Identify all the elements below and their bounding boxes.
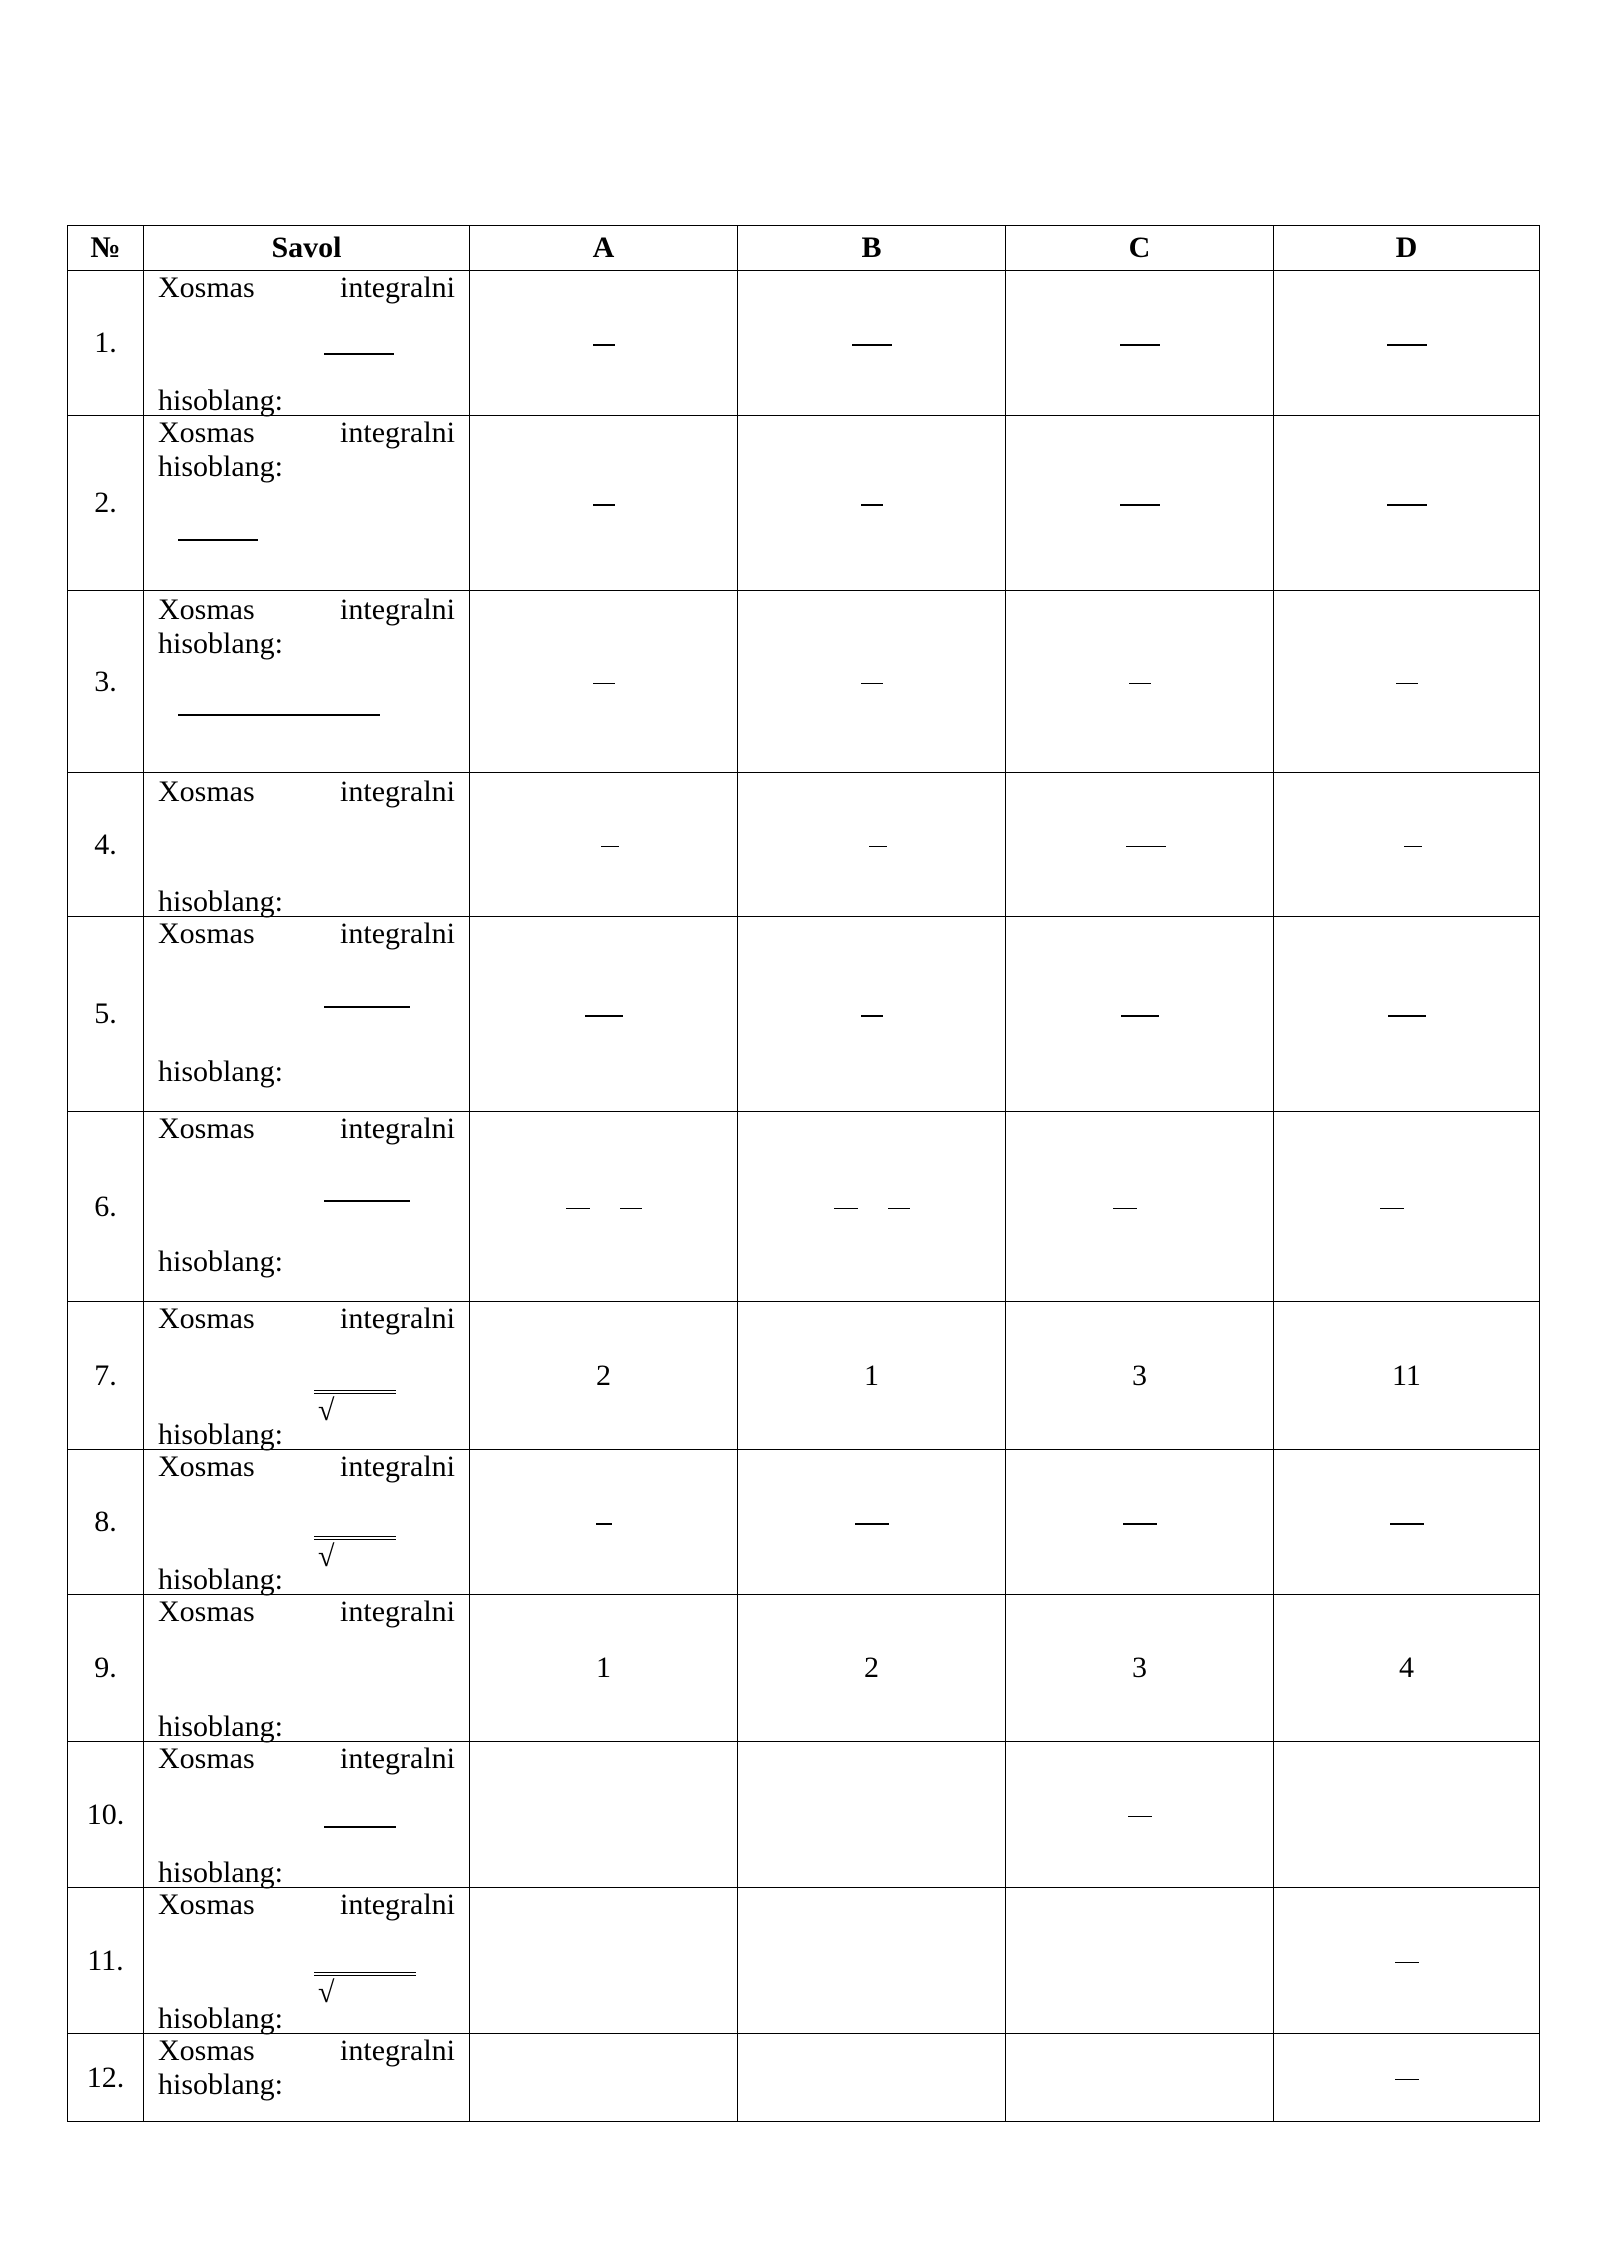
option-a (470, 416, 738, 591)
question-text: Xosmas (158, 1742, 255, 1775)
question-cell (144, 1450, 470, 1595)
option-b (738, 416, 1006, 591)
option-c (1006, 416, 1274, 591)
question-cell (144, 271, 470, 416)
question-text: integralni (340, 271, 455, 304)
question-cell (144, 591, 470, 773)
option-b (738, 773, 1006, 917)
row-number: 7. (68, 1302, 144, 1450)
option-a (470, 1888, 738, 2034)
option-c (1006, 271, 1274, 416)
option-b (738, 271, 1006, 416)
table-row (68, 1450, 1540, 1595)
question-cell (144, 1302, 470, 1450)
sqrt-icon: √ (318, 1540, 335, 1573)
option-d (1274, 917, 1540, 1112)
question-text: hisoblang: (158, 1245, 283, 1278)
option-c (1006, 1112, 1274, 1302)
row-number: 9. (68, 1595, 144, 1742)
option-a: 2 (470, 1302, 738, 1450)
option-d: 4 (1274, 1595, 1540, 1742)
option-d (1274, 416, 1540, 591)
question-text: Xosmas (158, 917, 255, 950)
option-b (738, 1450, 1006, 1595)
option-b (738, 917, 1006, 1112)
fraction-bar (324, 1826, 396, 1828)
question-text: integralni (340, 917, 455, 950)
option-a (470, 1742, 738, 1888)
row-number: 11. (68, 1888, 144, 2034)
option-c (1006, 1450, 1274, 1595)
option-a (470, 773, 738, 917)
question-text: hisoblang: (158, 627, 283, 660)
option-c: 3 (1006, 1302, 1274, 1450)
option-d (1274, 1450, 1540, 1595)
question-text: Xosmas (158, 775, 255, 808)
sqrt-icon: √ (318, 1394, 335, 1427)
option-c (1006, 2034, 1274, 2122)
question-text: Xosmas (158, 1595, 255, 1628)
option-d (1274, 1888, 1540, 2034)
option-b: 2 (738, 1595, 1006, 1742)
option-d (1274, 1742, 1540, 1888)
option-d: 11 (1274, 1302, 1540, 1450)
table-row (68, 773, 1540, 917)
option-d (1274, 591, 1540, 773)
question-cell (144, 2034, 470, 2122)
row-number: 3. (68, 591, 144, 773)
question-text: integralni (340, 1112, 455, 1145)
option-b (738, 2034, 1006, 2122)
table-row (68, 416, 1540, 591)
option-c (1006, 1888, 1274, 2034)
option-b (738, 591, 1006, 773)
fraction-bar (324, 1200, 410, 1202)
question-text: Xosmas (158, 593, 255, 626)
header-question: Savol (144, 226, 470, 271)
row-number: 5. (68, 917, 144, 1112)
question-cell (144, 1112, 470, 1302)
table-row (68, 1888, 1540, 2034)
question-text: Xosmas (158, 1112, 255, 1145)
question-text: Xosmas (158, 416, 255, 449)
table-row (68, 271, 1540, 416)
sqrt-icon: √ (318, 1976, 335, 2009)
table-row (68, 591, 1540, 773)
option-a: 1 (470, 1595, 738, 1742)
option-b (738, 1742, 1006, 1888)
question-text: Xosmas (158, 1302, 255, 1335)
question-text: integralni (340, 416, 455, 449)
fraction-bar (178, 539, 258, 541)
question-text: hisoblang: (158, 1563, 283, 1596)
header-option-d: D (1274, 226, 1540, 271)
option-c (1006, 773, 1274, 917)
table-row (68, 917, 1540, 1112)
question-text: integralni (340, 1595, 455, 1628)
option-b (738, 1888, 1006, 2034)
question-text: hisoblang: (158, 450, 283, 483)
option-d (1274, 773, 1540, 917)
option-a (470, 271, 738, 416)
question-text: hisoblang: (158, 1856, 283, 1889)
question-text: integralni (340, 2034, 455, 2067)
question-cell (144, 1742, 470, 1888)
table-row (68, 1302, 1540, 1450)
table-row (68, 1742, 1540, 1888)
question-text: Xosmas (158, 1450, 255, 1483)
option-a (470, 1450, 738, 1595)
option-d (1274, 1112, 1540, 1302)
header-option-b: B (738, 226, 1006, 271)
option-d (1274, 2034, 1540, 2122)
question-text: integralni (340, 1888, 455, 1921)
row-number: 8. (68, 1450, 144, 1595)
header-row (68, 226, 1540, 271)
question-cell (144, 773, 470, 917)
fraction-bar (178, 714, 380, 716)
question-text: hisoblang: (158, 1055, 283, 1088)
row-number: 4. (68, 773, 144, 917)
question-text: Xosmas (158, 1888, 255, 1921)
fraction-bar (324, 353, 394, 355)
option-a (470, 1112, 738, 1302)
question-cell (144, 1888, 470, 2034)
option-c (1006, 1742, 1274, 1888)
question-text: hisoblang: (158, 384, 283, 417)
option-b (738, 1112, 1006, 1302)
question-text: integralni (340, 593, 455, 626)
header-number: № (68, 226, 144, 271)
question-cell (144, 1595, 470, 1742)
row-number: 12. (68, 2034, 144, 2122)
row-number: 1. (68, 271, 144, 416)
question-text: Xosmas (158, 2034, 255, 2067)
option-c (1006, 591, 1274, 773)
question-cell (144, 416, 470, 591)
option-c (1006, 917, 1274, 1112)
question-text: integralni (340, 1450, 455, 1483)
question-text: integralni (340, 1742, 455, 1775)
question-text: hisoblang: (158, 2002, 283, 2035)
fraction-bar (324, 1006, 410, 1008)
question-text: hisoblang: (158, 885, 283, 918)
option-d (1274, 271, 1540, 416)
question-text: hisoblang: (158, 1710, 283, 1743)
question-text: hisoblang: (158, 1418, 283, 1451)
question-text: integralni (340, 775, 455, 808)
table-row (68, 1112, 1540, 1302)
header-option-c: C (1006, 226, 1274, 271)
table-row (68, 2034, 1540, 2122)
question-cell (144, 917, 470, 1112)
header-option-a: A (470, 226, 738, 271)
row-number: 10. (68, 1742, 144, 1888)
row-number: 6. (68, 1112, 144, 1302)
option-c: 3 (1006, 1595, 1274, 1742)
test-table (67, 225, 1540, 2122)
question-text: hisoblang: (158, 2068, 283, 2101)
option-a (470, 2034, 738, 2122)
question-text: integralni (340, 1302, 455, 1335)
question-text: Xosmas (158, 271, 255, 304)
option-a (470, 917, 738, 1112)
option-b: 1 (738, 1302, 1006, 1450)
row-number: 2. (68, 416, 144, 591)
table-row (68, 1595, 1540, 1742)
option-a (470, 591, 738, 773)
